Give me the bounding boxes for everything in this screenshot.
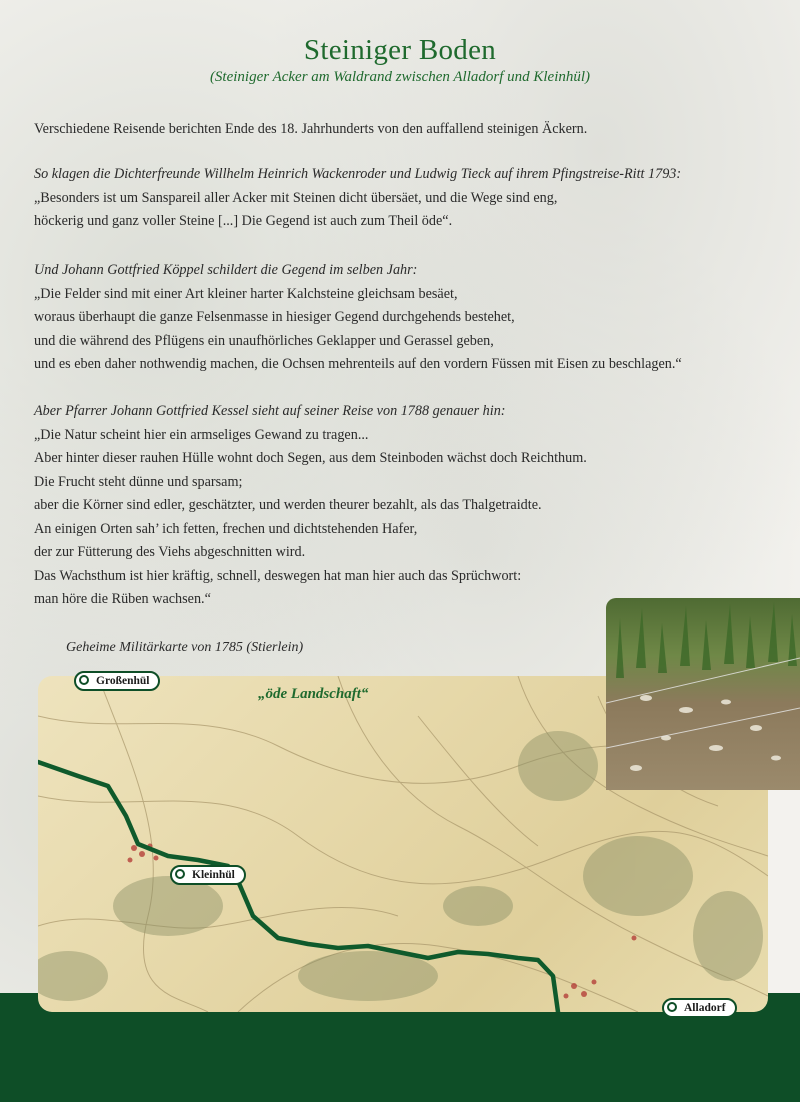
quote-line: „Besonders ist um Sanspareil aller Acker mit Steinen dicht übersäet, und die Wege sind eng,	[34, 189, 558, 206]
quote-line: „Die Natur scheint hier ein armseliges Gewand zu tragen...	[34, 426, 369, 443]
location-pin-icon	[667, 1002, 677, 1012]
section-lead: Und Johann Gottfried Köppel schildert die Gegend im selben Jahr:	[34, 262, 418, 278]
quote-section-3	[34, 400, 587, 612]
section-lead: So klagen die Dichterfreunde Willhelm Heinrich Wackenroder und Ludwig Tieck auf ihrem Pfingstreise-Ritt 1793:	[34, 166, 682, 182]
place-name: Alladorf	[684, 1002, 726, 1014]
quote-line: An einigen Orten sah’ ich fetten, frechen und dichtstehenden Hafer,	[34, 520, 418, 537]
field-photo	[606, 598, 800, 790]
field-photo-drawing	[606, 598, 800, 790]
quote-line: und die während des Pflügens ein unaufhörliches Geklapper und Gerassel geben,	[34, 332, 494, 349]
place-label-grossenhuel	[74, 671, 160, 691]
quote-line: Aber hinter dieser rauhen Hülle wohnt doch Segen, aus dem Steinboden wächst doch Reichthum.	[34, 450, 587, 466]
page-title: Steiniger Boden	[303, 34, 497, 66]
place-label-kleinhuel	[170, 865, 246, 885]
quote-section-2	[34, 259, 682, 377]
section-lead: Aber Pfarrer Johann Gottfried Kessel sieht auf seiner Reise von 1788 genauer hin:	[34, 403, 506, 419]
quote-line: man höre die Rüben wachsen.“	[34, 591, 211, 607]
place-label-alladorf	[662, 998, 737, 1018]
quote-line: höckerig und ganz voller Steine [...] Die Gegend ist auch zum Theil öde“.	[34, 213, 453, 229]
map-caption: Geheime Militärkarte von 1785 (Stierlein)	[66, 640, 304, 655]
quote-line: aber die Körner sind edler, geschätzter, und werden theurer bezahlt, als das Thalgetraidte.	[34, 497, 542, 513]
location-pin-icon	[79, 675, 89, 685]
place-name: Kleinhül	[192, 869, 235, 881]
map-annotation: „öde Landschaft“	[258, 686, 369, 702]
quote-line: Das Wachsthum ist hier kräftig, schnell, deswegen hat man hier auch das Sprüchwort:	[34, 567, 522, 584]
quote-line: „Die Felder sind mit einer Art kleiner harter Kalchsteine gleichsam besäet,	[34, 285, 458, 302]
quote-line: Die Frucht steht dünne und sparsam;	[34, 473, 243, 490]
header	[0, 34, 800, 86]
quote-line: woraus überhaupt die ganze Felsenmasse in hiesiger Gegend durchgehends bestehet,	[34, 309, 515, 325]
place-name: Großenhül	[96, 675, 150, 687]
quote-line: der zur Fütterung des Viehs abgeschnitten wird.	[34, 544, 306, 560]
page-subtitle: (Steiniger Acker am Waldrand zwischen Alladorf und Kleinhül)	[209, 69, 591, 85]
quote-section-1	[34, 163, 681, 234]
intro-paragraph: Verschiedene Reisende berichten Ende des 18. Jahrhunderts von den auffallend steinigen Äckern.	[34, 121, 588, 137]
location-pin-icon	[175, 869, 185, 879]
quote-line: und es eben daher nothwendig machen, die Ochsen mehrenteils auf den vordern Füssen mit Eisen zu beschlagen.“	[34, 356, 682, 372]
